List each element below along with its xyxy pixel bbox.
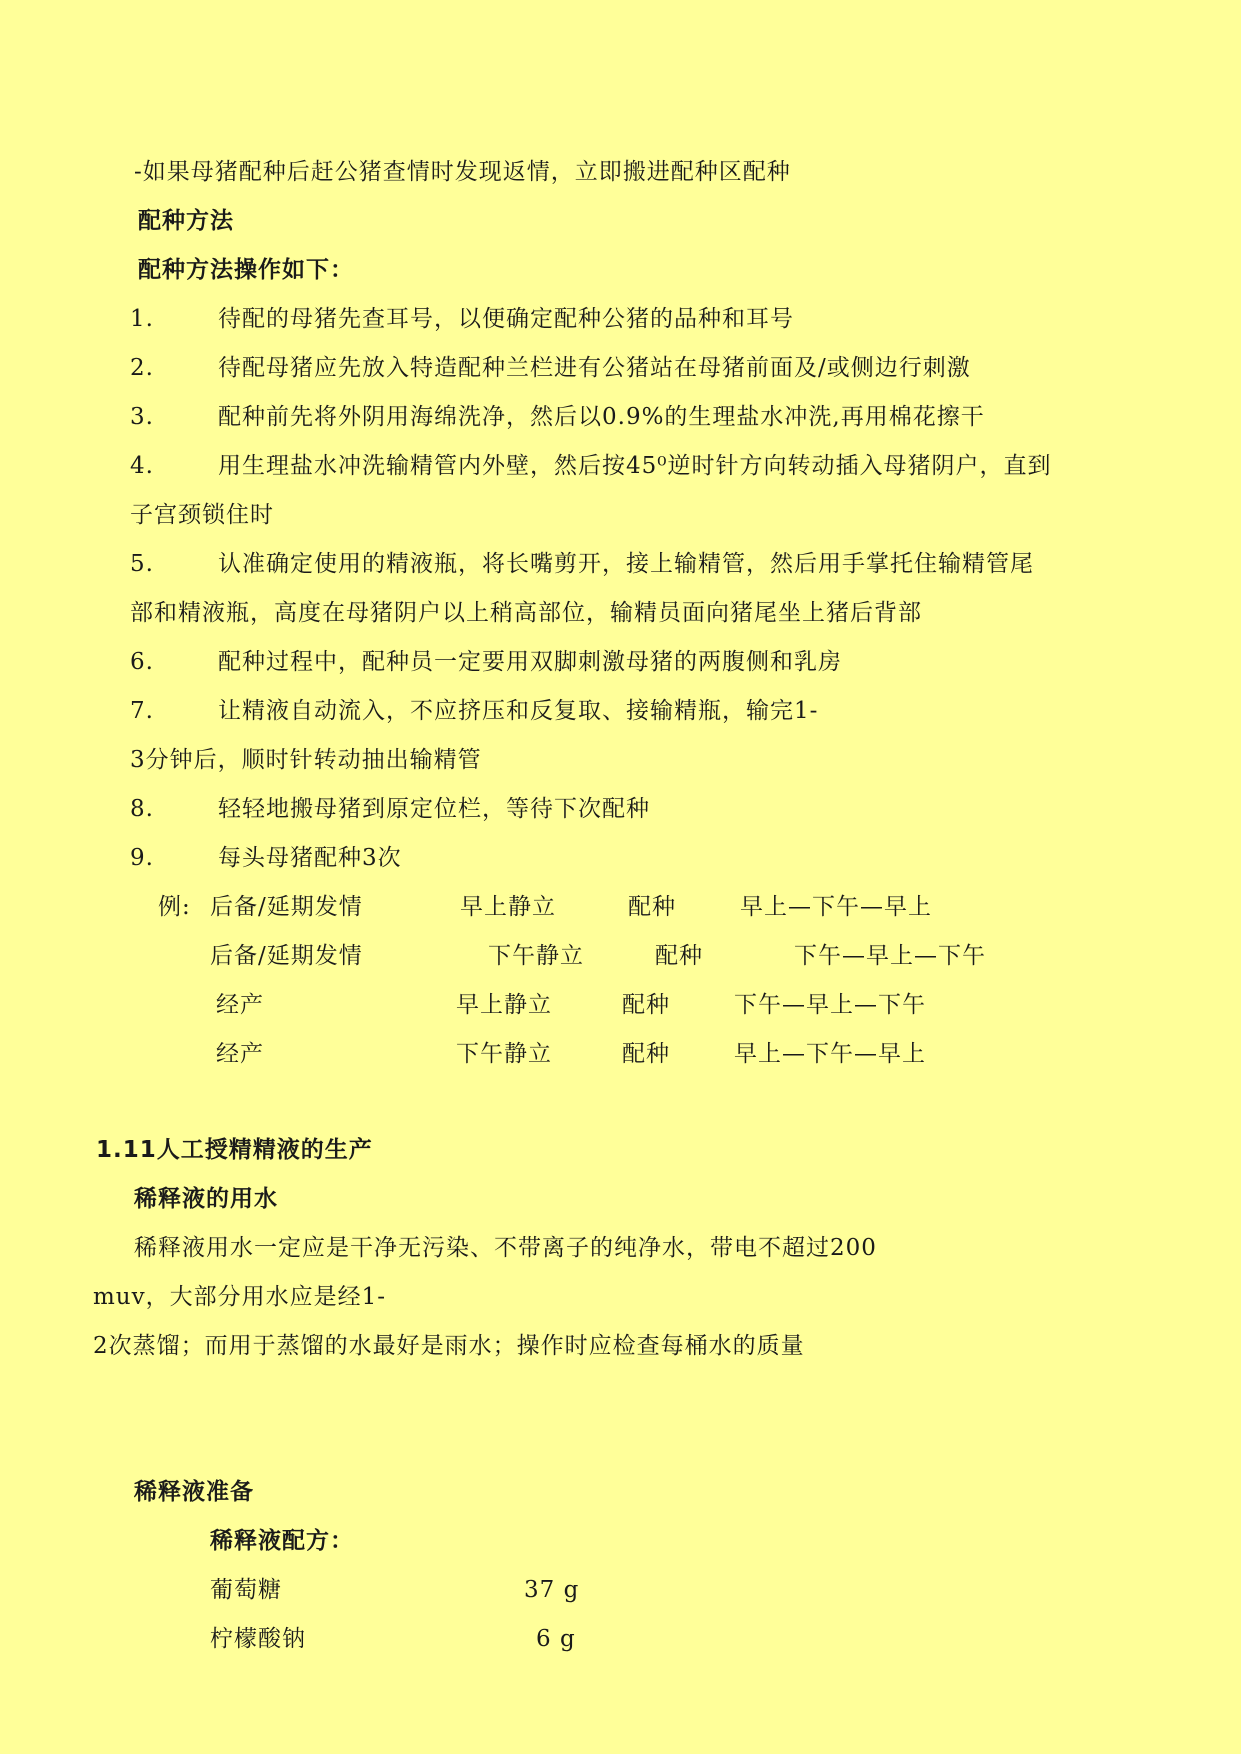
step-number: 7. xyxy=(130,698,154,724)
step-text: 用生理盐水冲洗输精管内外壁，然后按45⁰逆时针方向转动插入母猪阴户，直到 xyxy=(218,453,1052,479)
water-heading: 稀释液的用水 xyxy=(134,1186,278,1212)
step-text: 配种过程中，配种员一定要用双脚刺激母猪的两腹侧和乳房 xyxy=(218,649,842,675)
section-heading: 配种方法 xyxy=(138,208,234,234)
formula-heading: 稀释液配方： xyxy=(210,1528,354,1554)
example-schedule: 早上—下午—早上 xyxy=(734,1041,926,1067)
step-text: 轻轻地搬母猪到原定位栏，等待下次配种 xyxy=(218,796,650,822)
example-time: 下午静立 xyxy=(456,1041,552,1067)
section-title: 1.11人工授精精液的生产 xyxy=(96,1137,373,1163)
intro-line: -如果母猪配种后赶公猪查情时发现返情，立即搬进配种区配种 xyxy=(134,159,791,185)
example-type: 经产 xyxy=(216,992,264,1018)
example-schedule: 下午—早上—下午 xyxy=(794,943,986,969)
step-number: 5. xyxy=(130,551,154,577)
example-action: 配种 xyxy=(628,894,676,920)
example-time: 下午静立 xyxy=(488,943,584,969)
step-text-continued: 3分钟后，顺时针转动抽出输精管 xyxy=(130,747,482,773)
ingredient-amount: 6 g xyxy=(536,1626,576,1652)
example-label: 例: xyxy=(158,894,191,920)
example-type: 后备/延期发情 xyxy=(210,894,363,920)
step-number: 6. xyxy=(130,649,154,675)
section-subheading: 配种方法操作如下： xyxy=(138,257,354,283)
ingredient-name: 柠檬酸钠 xyxy=(210,1626,306,1652)
example-action: 配种 xyxy=(655,943,703,969)
step-number: 9. xyxy=(130,845,154,871)
step-number: 4. xyxy=(130,453,154,479)
step-number: 2. xyxy=(130,355,154,381)
example-time: 早上静立 xyxy=(456,992,552,1018)
step-text-continued: 子宫颈锁住时 xyxy=(130,502,274,528)
water-paragraph: 2次蒸馏；而用于蒸馏的水最好是雨水；操作时应检查每桶水的质量 xyxy=(93,1333,805,1359)
step-text-continued: 部和精液瓶，高度在母猪阴户以上稍高部位，输精员面向猪尾坐上猪后背部 xyxy=(130,600,922,626)
ingredient-name: 葡萄糖 xyxy=(210,1577,282,1603)
step-number: 1. xyxy=(130,306,154,332)
step-number: 8. xyxy=(130,796,154,822)
step-number: 3. xyxy=(130,404,154,430)
example-action: 配种 xyxy=(622,992,670,1018)
water-paragraph: muv，大部分用水应是经1- xyxy=(93,1284,387,1310)
step-text: 让精液自动流入，不应挤压和反复取、接输精瓶，输完1- xyxy=(218,698,819,724)
water-paragraph: 稀释液用水一定应是干净无污染、不带离子的纯净水，带电不超过200 xyxy=(134,1235,877,1261)
example-type: 后备/延期发情 xyxy=(210,943,363,969)
step-text: 配种前先将外阴用海绵洗净，然后以0.9%的生理盐水冲洗,再用棉花擦干 xyxy=(218,404,985,430)
example-action: 配种 xyxy=(622,1041,670,1067)
step-text: 认准确定使用的精液瓶，将长嘴剪开，接上输精管，然后用手掌托住输精管尾 xyxy=(218,551,1034,577)
prep-heading: 稀释液准备 xyxy=(134,1479,254,1505)
step-text: 待配的母猪先查耳号，以便确定配种公猪的品种和耳号 xyxy=(218,306,794,332)
ingredient-amount: 37 g xyxy=(524,1577,580,1603)
step-text: 待配母猪应先放入特造配种兰栏进有公猪站在母猪前面及/或侧边行刺激 xyxy=(218,355,971,381)
example-schedule: 早上—下午—早上 xyxy=(740,894,932,920)
step-text: 每头母猪配种3次 xyxy=(218,845,402,871)
example-schedule: 下午—早上—下午 xyxy=(734,992,926,1018)
example-time: 早上静立 xyxy=(460,894,556,920)
example-type: 经产 xyxy=(216,1041,264,1067)
